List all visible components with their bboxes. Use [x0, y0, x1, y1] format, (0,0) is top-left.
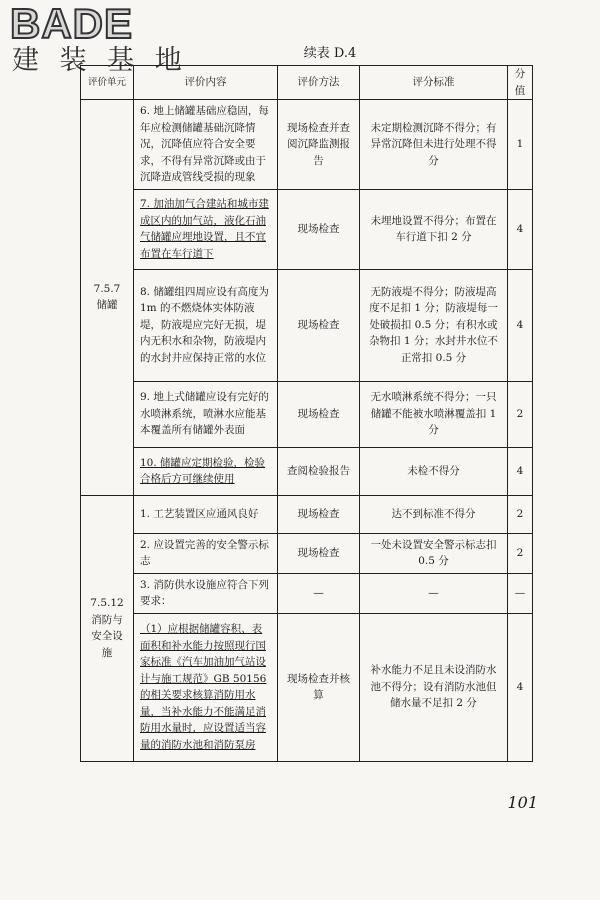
score-cell: 2: [508, 381, 533, 447]
table-row: [81, 613, 533, 761]
score-cell: 2: [508, 533, 533, 573]
content-cell: 8. 储罐组四周应设有高度为 1m 的不燃烧体实体防液堤，防液堤应完好无损，堤内无积水和杂物，防液堤内的水封井应保持正常的水位: [134, 269, 278, 381]
table-row: [81, 189, 533, 269]
header-method: 评价方法: [278, 66, 360, 100]
method-cell: —: [278, 573, 360, 613]
method-cell: 查阅检验报告: [278, 447, 360, 495]
content-cell: 2. 应设置完善的安全警示标志: [134, 533, 278, 573]
content-cell: 1. 工艺装置区应通风良好: [134, 495, 278, 533]
table-row: [81, 100, 533, 190]
standard-cell: 无水喷淋系统不得分；一只储罐不能被水喷淋覆盖扣 1 分: [360, 381, 508, 447]
unit-cell-storage-tank: 7.5.7 储罐: [81, 100, 134, 496]
unit-cell-fire-safety: 7.5.12 消防与安全设施: [81, 495, 134, 761]
standard-cell: —: [360, 573, 508, 613]
content-cell: 10. 储罐应定期检验，检验合格后方可继续使用: [134, 447, 278, 495]
standard-cell: 补水能力不足且未设消防水池不得分；设有消防水池但储水量不足扣 2 分: [360, 613, 508, 761]
content-cell: （1）应根据储罐容积、表面积和补水能力按照现行国家标准《汽车加油加气站设计与施工规范》GB 50156 的相关要求核算消防用水量，当补水能力不能满足消防用水量时，应设置适当容量的消防水池和消防泵房: [134, 613, 278, 761]
method-cell: 现场检查并查阅沉降监测报告: [278, 100, 360, 190]
table-title: 续表 D.4: [303, 46, 357, 61]
table-row: [81, 495, 533, 533]
standard-cell: 未埋地设置不得分；布置在车行道下扣 2 分: [360, 189, 508, 269]
content-cell: 7. 加油加气合建站和城市建成区内的加气站，液化石油气储罐应埋地设置，且不宜布置在车行道下: [134, 189, 278, 269]
method-cell: 现场检查并核算: [278, 613, 360, 761]
content-cell: 9. 地上式储罐应设有完好的水喷淋系统，喷淋水应能基本覆盖所有储罐外表面: [134, 381, 278, 447]
score-cell: 4: [508, 447, 533, 495]
score-cell: 1: [508, 100, 533, 190]
score-cell: 4: [508, 189, 533, 269]
table-row: [81, 381, 533, 447]
standard-cell: 一处未设置安全警示标志扣 0.5 分: [360, 533, 508, 573]
method-cell: 现场检查: [278, 269, 360, 381]
method-cell: 现场检查: [278, 533, 360, 573]
content-cell: 6. 地上储罐基础应稳固，每年应检测储罐基础沉降情况，沉降值应符合安全要求，不得有异常沉降或由于沉降造成管线受损的现象: [134, 100, 278, 190]
table-row: [81, 269, 533, 381]
page-number: 101: [507, 793, 538, 812]
header-standard: 评分标准: [360, 66, 508, 100]
table-row: [81, 533, 533, 573]
table-row: [81, 447, 533, 495]
score-cell: —: [508, 573, 533, 613]
watermark-subtitle: 建 装 基 地: [12, 45, 188, 76]
header-score: 分值: [508, 66, 533, 100]
method-cell: 现场检查: [278, 381, 360, 447]
standard-cell: 未定期检测沉降不得分；有异常沉降但未进行处理不得分: [360, 100, 508, 190]
score-cell: 4: [508, 613, 533, 761]
method-cell: 现场检查: [278, 189, 360, 269]
table-row: [81, 573, 533, 613]
standard-cell: 无防液堤不得分；防液堤高度不足扣 1 分；防液堤每一处破损扣 0.5 分；有积水或杂物扣 1 分；水封井水位不正常扣 0.5 分: [360, 269, 508, 381]
evaluation-table: [80, 65, 533, 762]
standard-cell: 达不到标准不得分: [360, 495, 508, 533]
standard-cell: 未检不得分: [360, 447, 508, 495]
header-unit: 评价单元: [81, 66, 134, 100]
score-cell: 2: [508, 495, 533, 533]
header-row: [81, 66, 533, 100]
header-content: 评价内容: [134, 66, 278, 100]
method-cell: 现场检查: [278, 495, 360, 533]
content-cell: 3. 消防供水设施应符合下列要求：: [134, 573, 278, 613]
score-cell: 4: [508, 269, 533, 381]
watermark-brand: BADE: [10, 0, 134, 47]
